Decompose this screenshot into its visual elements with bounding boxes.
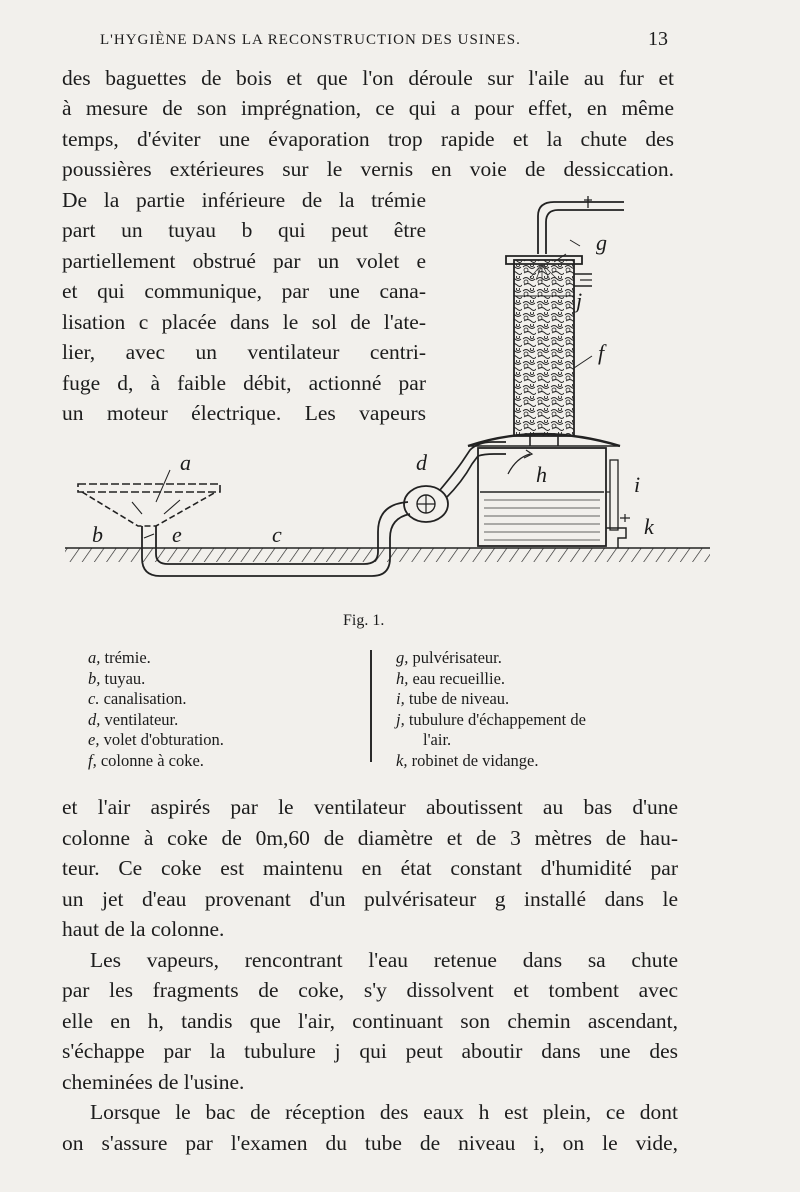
running-head: L'HYGIÈNE DANS LA RECONSTRUCTION DES USINES. xyxy=(100,32,521,48)
legend-text: tube de niveau. xyxy=(408,689,510,709)
legend-item xyxy=(396,669,586,690)
figure-label-j: j xyxy=(576,288,583,313)
body-line: cheminées de l'usine. xyxy=(62,1070,245,1094)
collecting-tank xyxy=(468,434,630,548)
legend-key: b, xyxy=(88,668,101,688)
figure-label-i: i xyxy=(634,472,641,497)
legend-item xyxy=(396,710,586,731)
legend-text: pulvérisateur. xyxy=(412,648,502,667)
legend-text: robinet de vidange. xyxy=(411,750,539,770)
body-line: un moteur électrique. Les vapeurs xyxy=(62,401,426,425)
coke-column xyxy=(506,256,592,446)
body-line: temps, d'éviter une évaporation trop rapide et la chute des xyxy=(62,127,674,151)
body-line: et qui communique, par une cana- xyxy=(62,279,426,303)
legend-text: eau recueillie. xyxy=(412,668,506,688)
figure-label-e: e xyxy=(172,522,182,547)
legend-right xyxy=(396,648,586,772)
legend-item xyxy=(396,648,586,669)
legend-item xyxy=(88,710,224,731)
figure-label-c: c xyxy=(272,522,282,547)
legend-left xyxy=(88,648,224,772)
body-line: par les fragments de coke, s'y dissolvent et tombent avec xyxy=(62,978,678,1002)
legend-text: volet d'obturation. xyxy=(103,730,224,750)
body-line: fuge d, à faible débit, actionné par xyxy=(62,371,426,395)
figure-label-d: d xyxy=(416,450,427,475)
figure-caption: Fig. 1. xyxy=(343,612,385,629)
legend-text: canalisation. xyxy=(103,689,187,709)
legend-text: ventilateur. xyxy=(104,709,179,729)
body-line: lisation c placée dans le sol de l'ate- xyxy=(62,310,426,334)
legend-key: e, xyxy=(88,730,100,750)
page-number: 13 xyxy=(648,28,668,50)
figure-label-f: f xyxy=(598,340,605,365)
legend-key: f, xyxy=(88,750,97,770)
legend-item xyxy=(396,751,586,772)
legend-text: tubulure d'échappement de xyxy=(408,709,586,729)
body-line: à mesure de son imprégnation, ce qui a pour effet, en même xyxy=(62,96,674,120)
apparatus-figure xyxy=(60,192,720,612)
legend-item xyxy=(88,669,224,690)
legend-text: colonne à coke. xyxy=(100,750,204,770)
legend-item xyxy=(396,689,586,710)
legend-text: tuyau. xyxy=(104,668,146,688)
legend-item xyxy=(88,648,224,669)
body-line: poussières extérieures sur le vernis en voie de dessiccation. xyxy=(62,157,674,181)
apparatus-diagram xyxy=(60,192,720,612)
body-line: Les vapeurs, rencontrant l'eau retenue dans sa chute xyxy=(90,948,678,972)
figure-label-b: b xyxy=(92,522,103,547)
legend-key: c. xyxy=(88,689,100,709)
body-line: teur. Ce coke est maintenu en état constant d'humidité par xyxy=(62,856,678,880)
body-line: colonne à coke de 0m,60 de diamètre et de 3 mètres de hau- xyxy=(62,826,678,850)
legend-key: d, xyxy=(88,709,101,729)
legend-item xyxy=(88,689,224,710)
legend-item xyxy=(88,751,224,772)
legend-key: g, xyxy=(396,648,409,667)
body-line: haut de la colonne. xyxy=(62,917,225,941)
legend-key: i, xyxy=(396,689,405,709)
legend-text: l'air. xyxy=(423,730,452,750)
figure-label-h: h xyxy=(536,462,547,487)
figure-label-k: k xyxy=(644,514,654,539)
body-line: elle en h, tandis que l'air, continuant son chemin ascendant, xyxy=(62,1009,678,1033)
legend-item xyxy=(396,730,586,751)
legend-key: k, xyxy=(396,750,408,770)
body-line: et l'air aspirés par le ventilateur aboutissent au bas d'une xyxy=(62,795,678,819)
body-line: des baguettes de bois et que l'on déroule sur l'aile au fur et xyxy=(62,66,674,90)
body-line: De la partie inférieure de la trémie xyxy=(62,188,426,212)
body-line: on s'assure par l'examen du tube de niveau i, on le vide, xyxy=(62,1131,678,1155)
hopper xyxy=(78,470,220,526)
legend-key: j, xyxy=(396,709,405,729)
legend-divider xyxy=(370,650,372,762)
body-line: lier, avec un ventilateur centri- xyxy=(62,340,426,364)
legend-key: a, xyxy=(88,648,101,667)
figure-label-a: a xyxy=(180,450,191,475)
legend-key: h, xyxy=(396,668,409,688)
body-line: part un tuyau b qui peut être xyxy=(62,218,426,242)
legend-text: trémie. xyxy=(104,648,151,667)
body-line: un jet d'eau provenant d'un pulvérisateur g installé dans le xyxy=(62,887,678,911)
legend-item xyxy=(88,730,224,751)
ground xyxy=(65,548,710,562)
figure-label-g: g xyxy=(596,230,607,255)
body-line: Lorsque le bac de réception des eaux h est plein, ce dont xyxy=(90,1100,678,1124)
body-line: partiellement obstrué par un volet e xyxy=(62,249,426,273)
body-line: s'échappe par la tubulure j qui peut aboutir dans une des xyxy=(62,1039,678,1063)
